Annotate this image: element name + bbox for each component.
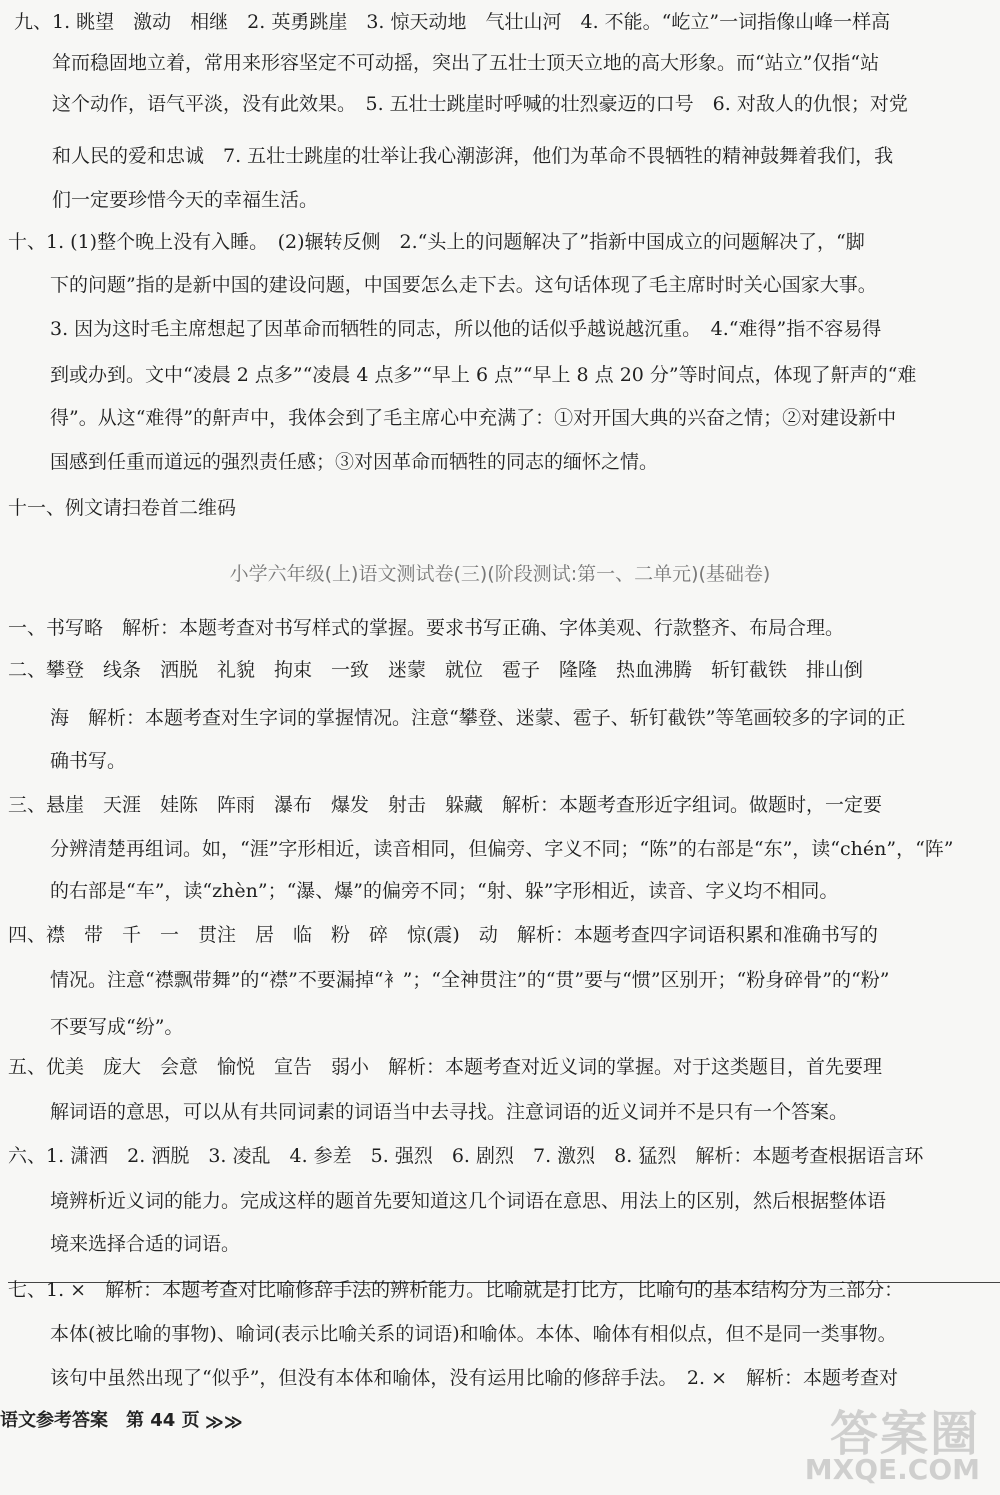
text-line: 国感到任重而道远的强烈责任感；③对因革命而牺牲的同志的缅怀之情。: [50, 451, 659, 473]
text-line: 五、优美 庞大 会意 愉悦 宣告 弱小 解析：本题考查对近义词的掌握。对于这类题目，首先要理: [8, 1056, 883, 1078]
page-footer: [0, 1406, 260, 1436]
text-line: 海 解析：本题考查对生字词的掌握情况。注意“攀登、迷蒙、雹子、斩钉截铁”等笔画较多的字词的正: [50, 707, 906, 729]
text-line: 解词语的意思，可以从有共同词素的词语当中去寻找。注意词语的近义词并不是只有一个答案。: [50, 1101, 849, 1123]
text-line: 二、攀登 线条 洒脱 礼貌 拘束 一致 迷蒙 就位 雹子 隆隆 热血沸腾 斩钉截铁 排山倒: [8, 659, 864, 681]
text-line: 三、悬崖 天涯 娃陈 阵雨 瀑布 爆发 射击 躲藏 解析：本题考查形近字组词。做题时，一定要: [8, 794, 883, 816]
text-line: 九、1. 眺望 激动 相继 2. 英勇跳崖 3. 惊天动地 气壮山河 4. 不能。“屹立”一词指像山峰一样高: [14, 11, 891, 33]
text-line: 耸而稳固地立着，常用来形容坚定不可动摇，突出了五壮士顶天立地的高大形象。而“站立”仅指“站: [52, 52, 880, 74]
text-line: 和人民的爱和忠诚 7. 五壮士跳崖的壮举让我心潮澎湃，他们为革命不畏牺牲的精神鼓舞着我们，我: [52, 145, 894, 167]
text-line: 的右部是“车”，读“zhèn”；“瀑、爆”的偏旁不同；“射、躲”字形相近，读音、字义均不相同。: [50, 880, 839, 902]
text-line: 们一定要珍惜今天的幸福生活。: [52, 189, 319, 211]
text-line: 情况。注意“襟飘带舞”的“襟”不要漏掉“衤”；“全神贯注”的“贯”要与“惯”区别开；“粉身碎骨”的“粉”: [50, 969, 890, 991]
text-line: 四、襟 带 千 一 贯注 居 临 粉 碎 惊(震) 动 解析：本题考查四字词语积累和准确书写的: [8, 924, 878, 946]
watermark-url: MXQE.COM: [804, 1453, 980, 1486]
text-line: 下的问题”指的是新中国的建设问题，中国要怎么走下去。这句话体现了毛主席时时关心国家大事。: [50, 274, 877, 296]
arrows-icon: ≫≫: [205, 1412, 243, 1433]
watermark-text: 答案圈: [829, 1406, 980, 1462]
text-line: 3. 因为这时毛主席想起了因革命而牺牲的同志，所以他的话似乎越说越沉重。 4.“难得”指不容易得: [50, 318, 882, 340]
section-title: 小学六年级(上)语文测试卷(三)(阶段测试:第一、二单元)(基础卷): [229, 563, 771, 585]
text-line: 这个动作，语气平淡，没有此效果。 5. 五壮士跳崖时呼喊的壮烈豪迈的口号 6. 对敌人的仇恨；对党: [52, 93, 908, 115]
text-line: 十、1. (1)整个晚上没有入睡。 (2)辗转反侧 2.“头上的问题解决了”指新中国成立的问题解决了，“脚: [8, 231, 865, 253]
text-line: 十一、例文请扫卷首二维码: [8, 497, 237, 519]
text-line: 一、书写略 解析：本题考查对书写样式的掌握。要求书写正确、字体美观、行款整齐、布局合理。: [8, 617, 845, 639]
text-line: 六、1. 潇洒 2. 洒脱 3. 凌乱 4. 参差 5. 强烈 6. 剧烈 7. 激烈 8. 猛烈 解析：本题考查根据语言环: [8, 1145, 924, 1167]
text-line: 境辨析近义词的能力。完成这样的题首先要知道这几个词语在意思、用法上的区别，然后根据整体语: [50, 1190, 887, 1212]
text-line: 本体(被比喻的事物)、喻词(表示比喻关系的词语)和喻体。本体、喻体有相似点，但不是同一类事物。: [50, 1323, 897, 1345]
footer-label: 语文参考答案 第 44 页: [0, 1410, 200, 1431]
text-line: 境来选择合适的词语。: [50, 1233, 241, 1255]
text-line: 七、1. × 解析：本题考查对比喻修辞手法的辨析能力。比喻就是打比方，比喻句的基本结构分为三部分：: [8, 1279, 904, 1301]
text-line: 确书写。: [50, 750, 127, 772]
watermark-logo: [780, 1395, 980, 1490]
text-line: 不要写成“纷”。: [50, 1016, 184, 1038]
text-line: 分辨清楚再组词。如，“涯”字形相近，读音相同，但偏旁、字义不同；“陈”的右部是“东”，读“chén”，“阵”: [50, 838, 954, 860]
text-line: 得”。从这“难得”的鼾声中，我体会到了毛主席心中充满了：①对开国大典的兴奋之情；②对建设新中: [50, 407, 897, 429]
text-line: 到或办到。文中“凌晨 2 点多”“凌晨 4 点多”“早上 6 点”“早上 8 点 20 分”等时间点，体现了鼾声的“难: [50, 364, 917, 386]
text-line: 该句中虽然出现了“似乎”，但没有本体和喻体，没有运用比喻的修辞手法。 2. × 解析：本题考查对: [50, 1367, 899, 1389]
